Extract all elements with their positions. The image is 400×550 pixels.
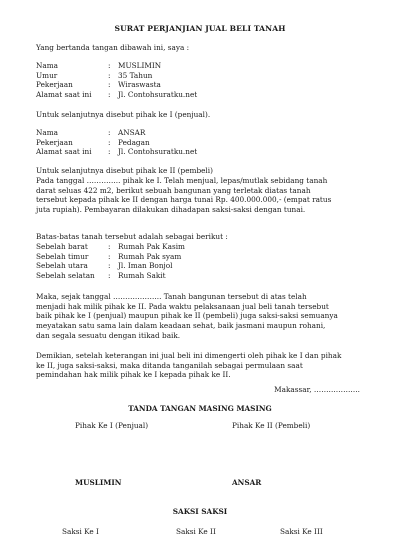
field-label: Nama (36, 61, 59, 70)
field-value: Pedagan (118, 137, 150, 147)
field-separator: : (108, 128, 111, 137)
field-value: Rumah Sakit (118, 271, 166, 281)
border-row-west (36, 242, 366, 252)
field-label: Pekerjaan (36, 137, 73, 147)
borders-intro: Batas-batas tanah tersebut adalah sebagai berikut : (36, 232, 228, 241)
field-value: Wiraswasta (118, 80, 161, 90)
field-separator: : (108, 137, 111, 147)
border-row-south (36, 271, 366, 281)
paragraph-line: Pada tanggal ………….. pihak ke I. Telah menjual, lepas/mutlak sebidang tanah (36, 176, 328, 185)
field-label: Alamat saat ini (36, 90, 92, 100)
field-value: Jl. Iman Bonjol (118, 261, 173, 271)
paragraph-line: menjadi hak milik pihak ke II. Pada waktu pelaksanaan jual beli tanah tersebut (36, 301, 329, 311)
paragraph-line: baik pihak ke I (penjual) maupun pihak ke II (pembeli) juga saksi-saksi semuanya (36, 311, 338, 321)
party1-row-name (36, 61, 366, 71)
party2-details (36, 128, 366, 157)
ownership-paragraph (36, 292, 366, 341)
field-value: Jl. Contohsuratku.net (118, 147, 198, 157)
field-value: MUSLIMIN (118, 61, 162, 70)
field-label: Umur (36, 70, 58, 80)
paragraph-line: tersebut kepada pihak ke II dengan harga tunai Rp. 400.000.000,- (empat ratus (36, 195, 332, 205)
field-label: Sebelah barat (36, 242, 88, 251)
border-row-east (36, 252, 366, 262)
field-separator: : (108, 90, 111, 100)
buyer-name: ANSAR (232, 478, 262, 487)
field-separator: : (108, 70, 111, 80)
field-separator: : (108, 61, 111, 70)
party1-row-job (36, 80, 366, 90)
paragraph-line: juta rupiah). Pembayaran dilakukan dihadapan saksi-saksi dengan tunai. (36, 205, 306, 215)
field-value: 35 Tahun (118, 70, 153, 80)
paragraph-line: pemindahan hak milik pihak ke I kepada pihak ke II. (36, 370, 231, 380)
field-label: Alamat saat ini (36, 147, 92, 157)
paragraph-line: darat seluas 422 m2, berikut sebuah bangunan yang terletak diatas tanah (36, 185, 311, 195)
party2-row-job (36, 138, 366, 148)
paragraph-line: Maka, sejak tanggal ……………….. Tanah bangunan tersebut di atas telah (36, 292, 307, 301)
seller-label: Pihak Ke I (Penjual) (75, 421, 149, 430)
field-label: Nama (36, 128, 59, 137)
field-value: ANSAR (118, 128, 146, 137)
field-separator: : (108, 80, 111, 90)
intro-text: Yang bertanda tangan dibawah ini, saya : (36, 43, 190, 52)
party2-note: Untuk selanjutnya disebut pihak ke II (pembeli) (36, 166, 213, 175)
paragraph-line: Demikian, setelah keterangan ini jual beli ini dimengerti oleh pihak ke I dan pihak (36, 351, 342, 360)
place-date: Makassar, ………………. (274, 385, 360, 394)
party2-row-name (36, 128, 366, 138)
seller-name: MUSLIMIN (75, 478, 122, 487)
field-separator: : (108, 147, 111, 157)
field-value: Rumah Pak syam (118, 251, 182, 261)
party1-row-age (36, 71, 366, 81)
party1-note: Untuk selanjutnya disebut pihak ke I (penjual). (36, 110, 211, 119)
signature-heading: TANDA TANGAN MASING MASING (128, 404, 272, 413)
witness-heading: SAKSI SAKSI (172, 507, 228, 516)
witness-2-label: Saksi Ke II (176, 527, 216, 536)
field-separator: : (108, 251, 111, 261)
field-value: Rumah Pak Kasim (118, 242, 185, 251)
closing-paragraph (36, 351, 366, 380)
field-label: Sebelah utara (36, 261, 88, 271)
party1-details (36, 61, 366, 100)
witness-1-label: Saksi Ke I (62, 527, 99, 536)
field-label: Sebelah timur (36, 251, 89, 261)
buyer-label: Pihak Ke II (Pembeli) (232, 421, 311, 430)
party1-row-address (36, 90, 366, 100)
field-separator: : (108, 271, 111, 281)
paragraph-line: ke II, juga saksi-saksi, maka ditanda tanganilah sebagai permulaan saat (36, 360, 303, 370)
field-label: Sebelah selatan (36, 271, 95, 281)
field-label: Pekerjaan (36, 80, 73, 90)
party2-row-address (36, 147, 366, 157)
field-separator: : (108, 261, 111, 271)
document-title: SURAT PERJANJIAN JUAL BELI TANAH (114, 24, 286, 33)
field-separator: : (108, 242, 111, 251)
border-row-north (36, 261, 366, 271)
paragraph-line: dan segala sesuatu dengan itikad baik. (36, 330, 181, 340)
witness-3-label: Saksi Ke III (280, 527, 323, 536)
paragraph-line: meyatakan satu sama lain dalam keadaan sehat, baik jasmani maupun rohani, (36, 321, 326, 331)
sale-paragraph (36, 176, 366, 215)
borders-list (36, 242, 366, 281)
field-value: Jl. Contohsuratku.net (118, 90, 198, 100)
